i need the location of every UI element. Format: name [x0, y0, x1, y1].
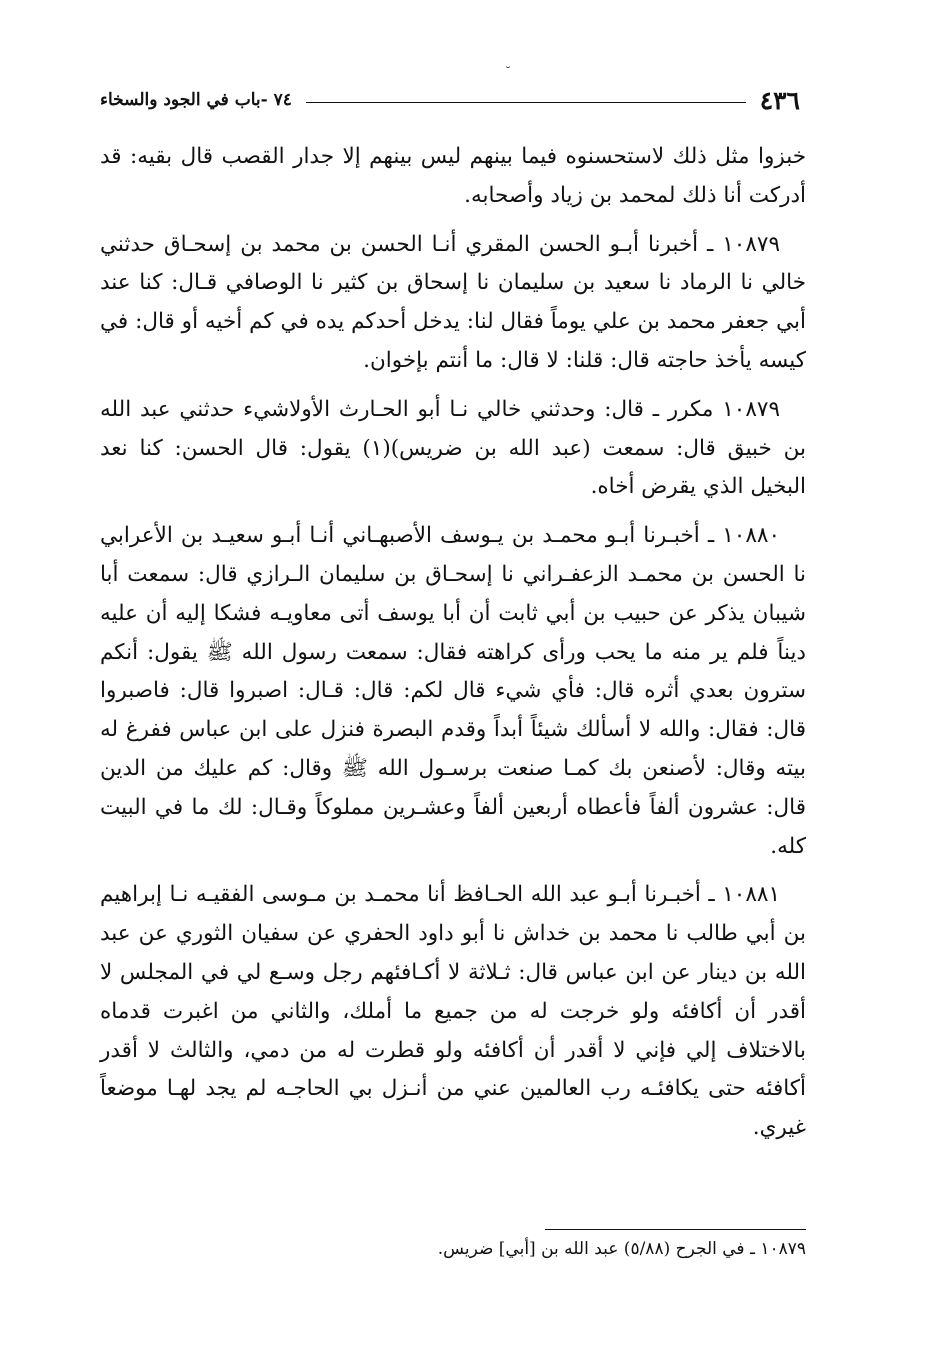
hadith-entry-10881: ١٠٨٨١ ـ أخبـرنا أبـو عبد الله الحـافظ أنا محمـد بن مـوسى الفقيـه نـا إبراهيم بن أبي طالب نا محمد بن خداش نا أبو داود الحفري عن سفيان الثوري عن عبد الله بن دينار عن ابن عباس قال: ثـلاثة لا أكـافئهم رجل وسـع لي في المجلس لا أقدر أن أكافئه ولو خرجت له من جميع ما أملك، والثاني من اغبرت قدماه بالاختلاف إلي فإني لا أقدر أن أكافئه ولو قطرت له من دمي، والثالث لا أقدر أكافئه حتى يكافئـه رب العالمين عني من أنـزل بي الحاجـه لم يجد لهـا موضعاً غيري. [100, 882, 807, 1141]
footnote-rule [545, 1229, 806, 1230]
hadith-entry-10879-repeat: ١٠٨٧٩ مكرر ـ قال: وحدثني خالي نـا أبو الحـارث الأولاشيء حدثني عبد الله بن خبيق قال: سمعت (عبد الله بن ضريس)(١) يقول: قال الحسن: كنا نعد البخيل الذي يقرض أخاه. [100, 396, 806, 500]
printer-mark: ˘ [505, 65, 511, 79]
chapter-title: ٧٤ -باب في الجود والسخاء [100, 90, 292, 110]
running-header [100, 82, 800, 118]
main-text [100, 138, 806, 1158]
hadith-entry-10880: ١٠٨٨٠ ـ أخبـرنا أبـو محمـد بن يـوسف الأصبهـاني أنـا أبـو سعيـد بن الأعرابي نا الحسن بن محمـد الزعفـراني نا إسحـاق بن سليمان الـرازي قال: سمعت أبا شيبان يذكر عن حبيب بن أبي ثابت أن أبا يوسف أتى معاويـه فشكا إليه أن عليه ديناً فلم ير منه ما يحب ورأى كراهته فقال: سمعت رسول الله ﷺ يقول: أنكم سترون بعدي أثره قال: فأي شيء قال لكم: قال: قـال: اصبروا قال: فاصبروا قال: فقال: والله لا أسألك شيئاً أبداً وقدم البصرة فنزل على ابن عباس ففرغ له بيته وقال: لأصنعن بك كمـا صنعت برسـول الله ﷺ وقال: كم عليك من الدين قال: عشرون ألفاً فأعطاه أربعين ألفاً وعشـرين مملوكاً وقـال: لك ما في البيت كله. [100, 523, 806, 859]
page-number: ٤٣٦ [759, 85, 800, 115]
footnote: ١٠٨٧٩ ـ في الجرح (٥/٨٨) عبد الله بن [أبي] ضريس. [437, 1239, 806, 1259]
hadith-entry-10879: ١٠٨٧٩ ـ أخبرنا أبـو الحسن المقري أنـا الحسن بن محمد بن إسحـاق حدثني خالي نا الرماد نا سعيد بن سليمان نا إسحاق بن كثير نا الوصافي قـال: كنا عند أبي جعفر محمد بن علي يوماً فقال لنا: يدخل أحدكم يده في كم أخيه أو قال: في كيسه يأخذ حاجته قال: قلنا: لا قال: ما أنتم بإخوان. [100, 231, 806, 373]
paragraph-continuation: خبزوا مثل ذلك لاستحسنوه فيما بينهم ليس بينهم إلا جدار القصب قال بقيه: قد أدركت أنا ذلك لمحمد بن زياد وأصحابه. [100, 144, 806, 208]
header-rule [306, 102, 746, 103]
